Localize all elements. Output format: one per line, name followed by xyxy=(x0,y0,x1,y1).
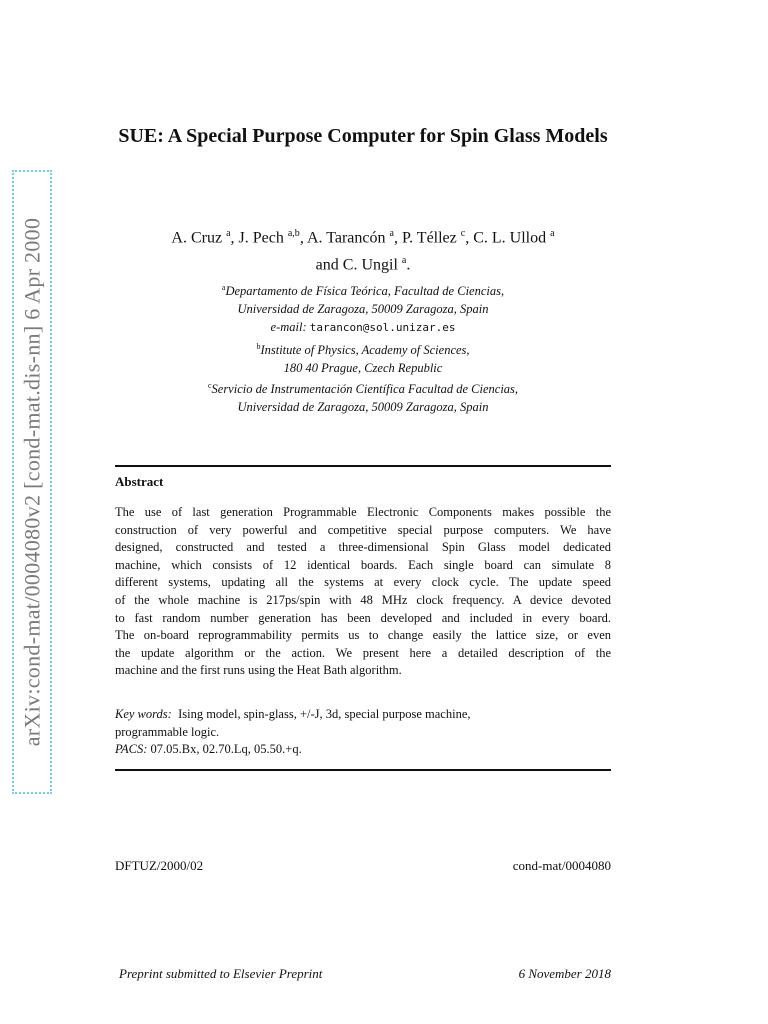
keywords-block xyxy=(115,706,611,759)
preprint-notice: Preprint submitted to Elsevier Preprint xyxy=(119,966,323,981)
author: C. Ungil xyxy=(342,256,398,274)
arxiv-sidebar-stamp xyxy=(12,170,52,794)
author-affiliation-mark: c xyxy=(460,228,466,239)
author-list: A. Cruz $^a$, J. Pech $^{a,b}$, A. Tarancón $^a$, P. Téllez $^c$, C. L. Ullod $^a$ and C. Ungil $^a$. xyxy=(171,228,555,274)
author: C. L. Ullod xyxy=(473,229,547,247)
pacs-label: PACS: xyxy=(115,742,148,757)
author-affiliation-mark: a xyxy=(401,255,407,267)
abstract-top-rule xyxy=(115,465,611,467)
author: P. Téllez xyxy=(401,229,457,247)
affiliation-a: $^a$Departamento de Física Teórica, Facultad de Ciencias, Universidad de Zaragoza, 50009 Zaragoza, Spain e-mail: tarancon@sol.unizar.es xyxy=(221,283,505,335)
email-link[interactable]: tarancon@sol.unizar.es xyxy=(309,321,456,335)
author: J. Pech xyxy=(238,229,284,247)
abstract-body: The use of last generation Programmable Electronic Components makes possible the construction of very powerful and competitive special purpose computers. We have designed, constructed and tested a three-dimensional Spin Glass model dedicated machine, which consists of 12 identical boards. Each single board can simulate 8 different systems, updating all the systems at every clock cycle. The update speed of the whole machine is 217ps/spin with 48 MHz clock frequency. A device devoted to fast random number generation has been developed and included in every board. The on-board reprogrammability permits us to change easily the lattice size, or even the update algorithm or the action. We present here a detailed description of the machine and the first runs using the Heat Bath algorithm. xyxy=(115,505,611,678)
report-number: DFTUZ/2000/02 xyxy=(115,858,204,873)
preprint-date: 6 November 2018 xyxy=(518,966,611,981)
author-affiliation-mark: a xyxy=(550,228,555,239)
affiliation-b: $^b$Institute of Physics, Academy of Sciences, 180 40 Prague, Czech Republic xyxy=(256,342,470,376)
author-affiliation-mark: a,b xyxy=(287,228,300,239)
abstract-bottom-rule xyxy=(115,769,611,771)
author-affiliation-mark: a xyxy=(389,228,394,239)
paper-title: SUE: A Special Purpose Computer for Spin Glass Models xyxy=(118,125,608,147)
affiliation-c: $^c$Servicio de Instrumentación Científica Facultad de Ciencias, Universidad de Zaragoza, 50009 Zaragoza, Spain xyxy=(207,381,519,415)
author: A. Tarancón xyxy=(306,229,386,247)
author-affiliation-mark: a xyxy=(226,228,231,239)
arxiv-id: arXiv:cond-mat/0004080v2 [cond-mat.dis-nn] 6 Apr 2000 xyxy=(19,217,44,747)
abstract-heading: Abstract xyxy=(115,474,164,489)
author: A. Cruz xyxy=(171,229,223,247)
keywords-text: programmable logic. xyxy=(115,724,220,739)
arxiv-reference: cond-mat/0004080 xyxy=(512,858,611,873)
pacs-codes: 07.05.Bx, 02.70.Lq, 05.50.+q. xyxy=(150,742,302,757)
keywords-label: Key words: xyxy=(115,707,172,721)
keywords-text: Ising model, spin-glass, +/-J, 3d, special purpose machine, xyxy=(178,707,471,721)
